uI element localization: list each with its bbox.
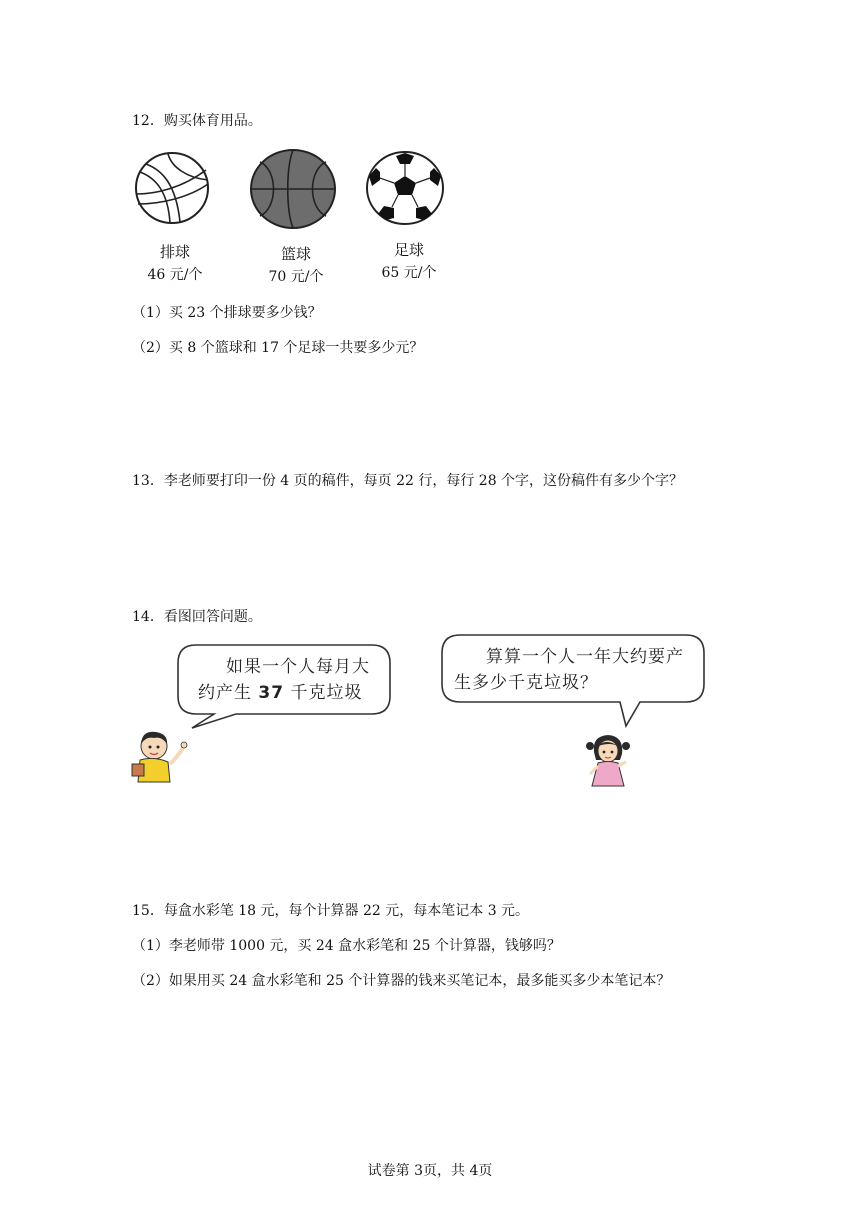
volleyball-price: 46 元/个 [147,267,203,283]
soccer-ball-icon [364,150,446,226]
bubble-left-line-1: 如果一个人每月大 [226,657,370,677]
page-footer: 试卷第 3页，共 4页 [367,1163,493,1179]
volleyball-label: 排球 [159,243,190,261]
question-13-title: 13．李老师要打印一份 4 页的稿件，每页 22 行，每行 28 个字，这份稿件有多少个字？ [132,473,684,489]
bubble-right-line-2: 生多少千克垃圾？ [454,673,598,693]
question-12-sub-2: （2）买 8 个篮球和 17 个足球一共要多少元？ [132,340,424,356]
question-12-title: 12．购买体育用品。 [132,113,262,129]
basketball-icon [248,148,338,230]
boy-cartoon-icon [128,728,192,784]
bubble-left-line-2: 约产生 37 千克垃圾 [198,683,363,703]
soccer-ball-label: 足球 [393,241,424,259]
bubble-right-line-1: 算算一个人一年大约要产 [486,647,684,667]
question-12-sub-1: （1）买 23 个排球要多少钱？ [132,305,322,321]
soccer-ball-price: 65 元/个 [381,265,437,281]
volleyball-icon [132,150,212,226]
question-15-sub-1: （1）李老师带 1000 元，买 24 盒水彩笔和 25 个计算器，钱够吗？ [132,938,561,954]
question-15-sub-2: （2）如果用买 24 盒水彩笔和 25 个计算器的钱来买笔记本，最多能买多少本笔记本？ [132,973,671,989]
question-14-title: 14．看图回答问题。 [132,609,262,625]
basketball-price: 70 元/个 [268,269,324,285]
question-15-title: 15．每盒水彩笔 18 元，每个计算器 22 元，每本笔记本 3 元。 [132,903,530,919]
girl-cartoon-icon [584,732,634,788]
basketball-label: 篮球 [280,245,311,263]
